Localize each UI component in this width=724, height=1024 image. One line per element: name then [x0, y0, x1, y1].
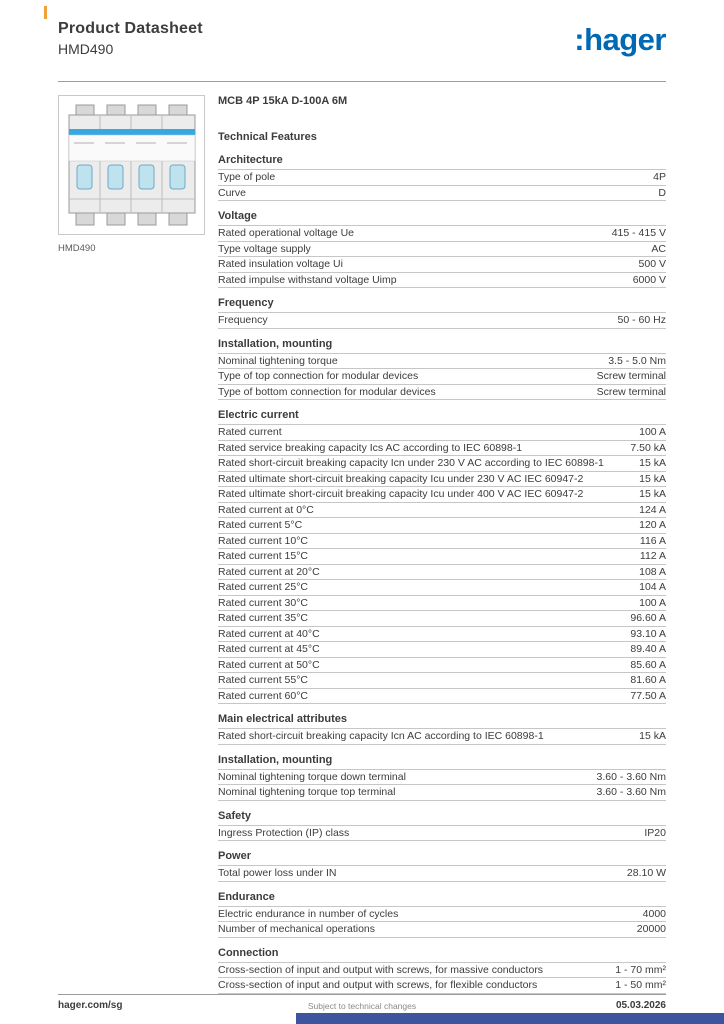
spec-value: 15 kA: [639, 472, 666, 485]
spec-value: 7.50 kA: [630, 441, 666, 454]
spec-value: 112 A: [639, 550, 666, 562]
spec-row: [218, 785, 666, 801]
spec-row: [218, 689, 666, 705]
spec-value: Screw terminal: [596, 370, 666, 382]
spec-label: Rated operational voltage Ue: [218, 227, 355, 239]
spec-section: [218, 745, 666, 801]
spec-label: Rated current at 50°C: [218, 658, 320, 671]
spec-row: [218, 907, 666, 923]
spec-value: 1 - 50 mm²: [615, 979, 666, 991]
spec-row: [218, 642, 666, 658]
spec-row: [218, 242, 666, 258]
spec-label: Type voltage supply: [218, 242, 311, 255]
spec-label: Rated impulse withstand voltage Uimp: [218, 273, 397, 286]
spec-row: [218, 596, 666, 612]
spec-row: [218, 963, 666, 979]
spec-label: Number of mechanical operations: [218, 923, 375, 935]
spec-value: 3.60 - 3.60 Nm: [596, 770, 666, 783]
spec-row: [218, 658, 666, 674]
spec-label: Total power loss under IN: [218, 867, 337, 879]
product-image-caption: HMD490: [58, 243, 96, 254]
spec-label: Cross-section of input and output with screws, for flexible conductors: [218, 979, 538, 991]
spec-label: Rated current 15°C: [218, 550, 308, 562]
spec-value: Screw terminal: [596, 385, 666, 398]
spec-value: AC: [651, 242, 666, 255]
spec-label: Type of bottom connection for modular devices: [218, 385, 436, 398]
spec-value: IP20: [644, 826, 666, 839]
spec-label: Rated current at 45°C: [218, 643, 320, 655]
spec-row: [218, 518, 666, 534]
product-name: MCB 4P 15kA D-100A 6M: [218, 95, 348, 107]
spec-value: 15 kA: [639, 457, 666, 469]
spec-row: [218, 503, 666, 519]
spec-label: Rated short-circuit breaking capacity Icn AC according to IEC 60898-1: [218, 730, 544, 742]
spec-value: 100 A: [639, 596, 666, 609]
spec-value: D: [658, 186, 666, 199]
spec-label: Rated current at 0°C: [218, 503, 314, 516]
spec-value: 4000: [642, 907, 666, 920]
section-title: Safety: [218, 801, 666, 826]
spec-value: 20000: [636, 923, 666, 935]
page-footer: [58, 1000, 666, 1014]
spec-value: 120 A: [639, 519, 666, 531]
spec-value: 15 kA: [639, 730, 666, 742]
spec-row: [218, 354, 666, 370]
spec-label: Curve: [218, 186, 247, 199]
spec-label: Rated current 55°C: [218, 674, 308, 686]
section-title: Installation, mounting: [218, 745, 666, 770]
spec-row: [218, 826, 666, 842]
spec-value: 116 A: [639, 534, 666, 547]
spec-value: 28.10 W: [626, 867, 666, 879]
spec-label: Rated ultimate short-circuit breaking capacity Icu under 400 V AC IEC 60947-2: [218, 488, 584, 500]
spec-label: Rated current 10°C: [218, 534, 308, 547]
spec-label: Ingress Protection (IP) class: [218, 826, 350, 839]
document-title: Product Datasheet: [58, 20, 203, 37]
spec-value: 15 kA: [639, 488, 666, 500]
section-title: Connection: [218, 938, 666, 963]
spec-row: [218, 456, 666, 472]
section-title: Main electrical attributes: [218, 704, 666, 729]
spec-label: Type of pole: [218, 171, 276, 183]
spec-value: 1 - 70 mm²: [615, 963, 666, 976]
spec-row: [218, 441, 666, 457]
spec-value: 81.60 A: [630, 674, 666, 686]
spec-label: Nominal tightening torque down terminal: [218, 770, 406, 783]
spec-row: [218, 922, 666, 938]
spec-section: [218, 145, 666, 201]
section-title: Electric current: [218, 400, 666, 425]
section-title: Architecture: [218, 145, 666, 170]
section-title: Voltage: [218, 201, 666, 226]
spec-label: Nominal tightening torque: [218, 354, 338, 367]
spec-section: [218, 801, 666, 842]
registration-mark: [44, 6, 47, 19]
spec-section: [218, 288, 666, 329]
spec-value: 6000 V: [632, 273, 666, 286]
spec-row: [218, 534, 666, 550]
spec-row: [218, 627, 666, 643]
spec-value: 108 A: [639, 565, 666, 578]
spec-label: Electric endurance in number of cycles: [218, 907, 399, 920]
spec-value: 4P: [653, 171, 666, 183]
spec-label: Rated current 35°C: [218, 612, 308, 624]
product-image: [58, 95, 205, 235]
spec-label: Rated current 5°C: [218, 519, 303, 531]
spec-value: 3.60 - 3.60 Nm: [596, 786, 666, 798]
spec-row: [218, 186, 666, 202]
spec-sections: [218, 145, 666, 994]
spec-value: 77.50 A: [630, 689, 666, 702]
hager-logo: :hager: [574, 22, 666, 57]
header-divider: [58, 81, 666, 82]
spec-label: Rated current at 20°C: [218, 565, 320, 578]
spec-section: [218, 201, 666, 288]
spec-value: 93.10 A: [630, 627, 666, 640]
spec-value: 104 A: [639, 581, 666, 593]
spec-value: 100 A: [639, 426, 666, 438]
spec-value: 500 V: [638, 258, 666, 270]
spec-value: 96.60 A: [630, 612, 666, 624]
spec-row: [218, 313, 666, 329]
spec-row: [218, 978, 666, 994]
spec-row: [218, 273, 666, 289]
spec-section: [218, 882, 666, 938]
page-content: [58, 95, 666, 994]
spec-label: Frequency: [218, 314, 268, 326]
product-figure-column: [58, 95, 205, 254]
page-header: [58, 20, 666, 78]
spec-row: [218, 257, 666, 273]
footer-divider: [58, 994, 666, 995]
spec-value: 89.40 A: [630, 643, 666, 655]
spec-label: Rated ultimate short-circuit breaking capacity Icu under 230 V AC IEC 60947-2: [218, 472, 584, 485]
spec-section: [218, 841, 666, 882]
spec-row: [218, 425, 666, 441]
spec-row: [218, 369, 666, 385]
spec-label: Nominal tightening torque top terminal: [218, 786, 396, 798]
spec-value: 85.60 A: [630, 658, 666, 671]
spec-value: 124 A: [639, 503, 666, 516]
spec-row: [218, 729, 666, 745]
spec-section: [218, 704, 666, 745]
spec-label: Rated current at 40°C: [218, 627, 320, 640]
spec-column: [218, 95, 666, 994]
spec-row: [218, 611, 666, 627]
spec-row: [218, 565, 666, 581]
spec-row: [218, 226, 666, 242]
spec-section: [218, 329, 666, 401]
spec-label: Rated current: [218, 426, 282, 438]
spec-label: Rated current 25°C: [218, 581, 308, 593]
spec-label: Type of top connection for modular devices: [218, 370, 419, 382]
spec-label: Rated insulation voltage Ui: [218, 258, 343, 270]
spec-row: [218, 866, 666, 882]
mcb-breaker-illustration: [66, 103, 198, 227]
spec-row: [218, 549, 666, 565]
footer-disclaimer: Subject to technical changes: [307, 1001, 417, 1011]
footer-date: 05.03.2026: [615, 1000, 666, 1011]
spec-label: Rated current 60°C: [218, 689, 308, 702]
spec-row: [218, 385, 666, 401]
spec-value: 415 - 415 V: [611, 227, 666, 239]
spec-row: [218, 170, 666, 186]
section-title: Installation, mounting: [218, 329, 666, 354]
footer-site-link: hager.com/sg: [58, 1000, 123, 1011]
spec-row: [218, 472, 666, 488]
section-title: Power: [218, 841, 666, 866]
spec-row: [218, 487, 666, 503]
spec-label: Rated current 30°C: [218, 596, 308, 609]
spec-section: [218, 938, 666, 994]
spec-label: Cross-section of input and output with screws, for massive conductors: [218, 963, 544, 976]
spec-value: 50 - 60 Hz: [617, 314, 666, 326]
document-subtitle: HMD490: [58, 41, 114, 57]
spec-label: Rated service breaking capacity Ics AC according to IEC 60898-1: [218, 441, 523, 454]
spec-value: 3.5 - 5.0 Nm: [608, 354, 666, 367]
section-title: Frequency: [218, 288, 666, 313]
spec-row: [218, 580, 666, 596]
bottom-blue-bar: [296, 1013, 724, 1024]
spec-row: [218, 673, 666, 689]
section-title: Endurance: [218, 882, 666, 907]
spec-section: [218, 400, 666, 704]
spec-label: Rated short-circuit breaking capacity Icn under 230 V AC according to IEC 60898-1: [218, 457, 604, 469]
technical-features-heading: Technical Features: [218, 131, 317, 143]
spec-row: [218, 770, 666, 786]
